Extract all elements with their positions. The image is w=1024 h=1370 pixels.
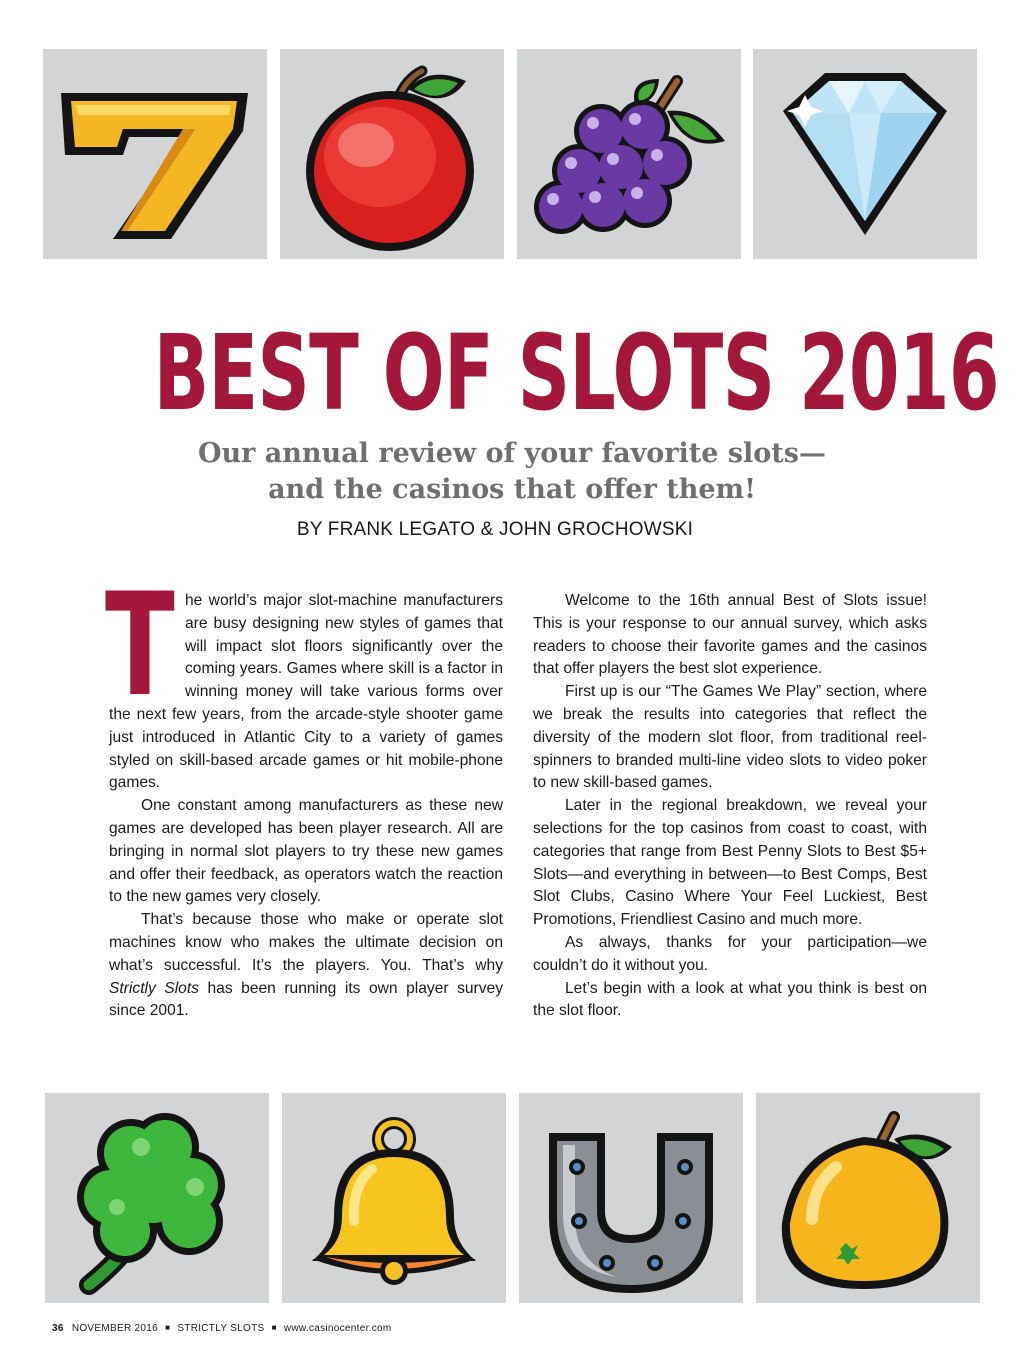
article-column-right	[533, 590, 927, 1023]
magazine-name: Strictly Slots	[109, 979, 199, 997]
tile-grapes	[517, 49, 741, 259]
grapes-icon	[517, 49, 741, 259]
magazine-title: STRICTLY SLOTS	[177, 1323, 265, 1334]
paragraph: One constant among manufacturers as these new games are developed has been player research. All are bringing in normal slot players to try these new games and offer their feedback, as operators watch the reaction to the new games very closely.	[109, 797, 503, 906]
separator: ■	[271, 1323, 277, 1332]
website-link[interactable]: www.casinocenter.com	[283, 1323, 392, 1334]
tile-bell	[282, 1093, 506, 1303]
subtitle-line-1: Our annual review of your favorite slots—	[198, 438, 826, 469]
page-footer	[52, 1323, 392, 1334]
paragraph: First up is our “The Games We Play” section, where we break the results into categories that reflect the diversity of the modern slot floor, from traditional reel-spinners to branded multi-line video slots to video poker to new skill-based games.	[533, 683, 927, 792]
horseshoe-icon	[519, 1093, 743, 1303]
byline: BY FRANK LEGATO & JOHN GROCHOWSKI	[296, 519, 694, 540]
bottom-symbol-row	[0, 1093, 1024, 1303]
tile-horseshoe	[519, 1093, 743, 1303]
subtitle-line-2: and the casinos that offer them!	[268, 474, 756, 505]
page-title: BEST OF SLOTS 2016	[153, 312, 999, 434]
paragraph: Later in the regional breakdown, we reveal your selections for the top casinos from coast to coast, with categories that range from Best Penny Slots to Best $5+ Slots—and everything in between—to Best Comps, Best Slot Clubs, Casino Where Your Feel Luckiest, Best Promotions, Friendliest Casino and much more.	[533, 797, 927, 929]
bell-icon	[282, 1093, 506, 1303]
orange-icon	[756, 1093, 980, 1303]
paragraph: Welcome to the 16th annual Best of Slots issue! This is your response to our annual survey, which asks readers to choose their favorite games and the casinos that offer players the best slot experience.	[533, 592, 927, 678]
tile-clover	[45, 1093, 269, 1303]
clover-icon	[45, 1093, 269, 1303]
tile-apple	[280, 49, 504, 259]
tile-diamond	[753, 49, 977, 259]
drop-cap: T	[105, 563, 175, 728]
page-number: 36	[52, 1323, 64, 1334]
paragraph: Let’s begin with a look at what you think is best on the slot floor.	[533, 979, 927, 1020]
diamond-icon	[753, 49, 977, 259]
seven-icon	[43, 49, 267, 259]
subtitle	[0, 436, 1024, 508]
paragraph: As always, thanks for your participation—we couldn’t do it without you.	[533, 933, 927, 974]
separator: ■	[165, 1323, 171, 1332]
top-symbol-row	[0, 49, 1024, 259]
tile-orange	[756, 1093, 980, 1303]
paragraph: That’s because those who make or operate slot machines know who makes the ultimate decision on what’s successful. It’s the players. You. That’s why Strictly Slots has been running its own player survey since 2001.	[109, 911, 504, 1020]
paragraph: The world’s major slot-machine manufacturers are busy designing new styles of games that will impact slot floors significantly over the coming years. Games where skill is a factor in winning money will take various forms over the next few years, from the arcade-style shooter game just introduced in Atlantic City to a variety of games styled on skill-based arcade games or hit mobile-phone games.	[105, 563, 503, 792]
article-column-left	[105, 563, 504, 1023]
issue-date: NOVEMBER 2016	[71, 1323, 158, 1334]
tile-seven	[43, 49, 267, 259]
apple-icon	[280, 49, 504, 259]
